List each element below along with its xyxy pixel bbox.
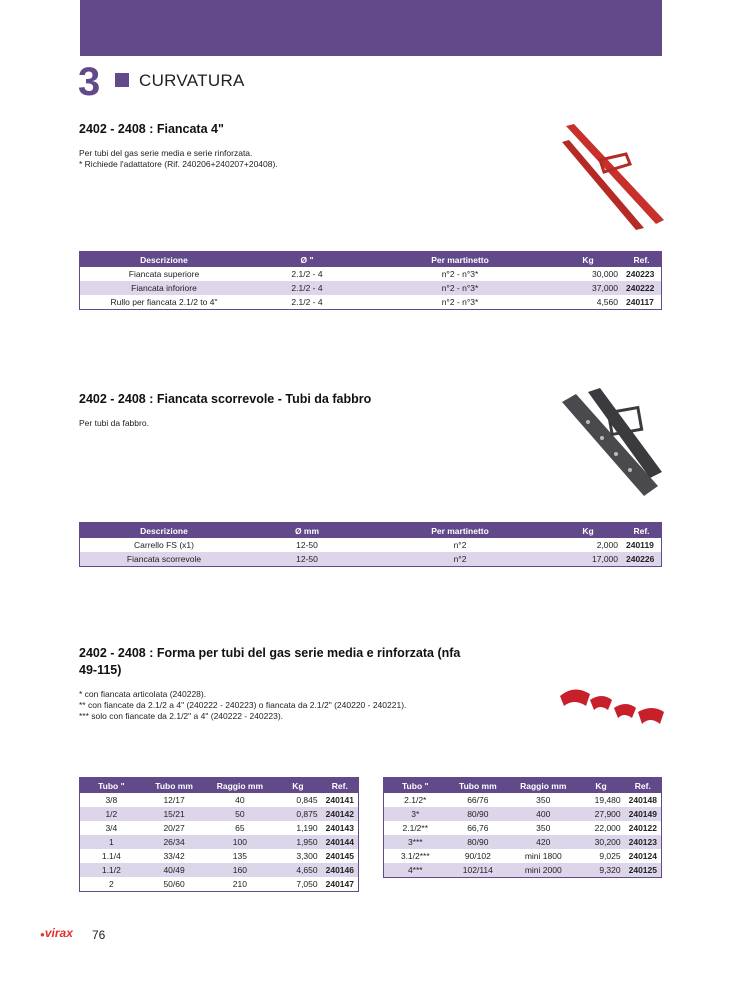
table-row <box>80 807 359 821</box>
table-cell: 2.1/2 - 4 <box>248 281 366 295</box>
table-row <box>80 835 359 849</box>
table-cell: 40/49 <box>143 863 206 877</box>
table-cell: Rullo per fiancata 2.1/2 to 4" <box>110 297 218 307</box>
table-row <box>384 821 662 835</box>
col-header: Descrizione <box>80 252 249 268</box>
brand-logo: ●virax <box>40 926 73 940</box>
table-cell: 30,200 <box>577 835 624 849</box>
table-cell: 65 <box>235 823 245 833</box>
table-cell: 1/2 <box>80 807 143 821</box>
table-cell: 1.1/2 <box>80 863 143 877</box>
table-cell-ref: 240149 <box>625 807 662 821</box>
table-cell: 33/42 <box>163 851 185 861</box>
section3-heading <box>79 645 460 679</box>
section3-desc-line: ** con fiancate da 2.1/2 a 4" (240222 - 240223) o fiancata da 2.1/2" (240220 - 240221). <box>79 700 407 710</box>
table-row <box>80 793 359 807</box>
table-row <box>80 281 662 295</box>
table-cell: 350 <box>536 795 551 805</box>
table-row <box>384 863 662 878</box>
table-row <box>384 793 662 807</box>
table-cell: Fiancata inforiore <box>80 281 249 295</box>
table-cell: 1,190 <box>296 823 318 833</box>
table-cell: 2.1/2 - 4 <box>291 297 323 307</box>
brand-name: virax <box>44 926 73 940</box>
section2-table-header <box>80 523 662 539</box>
table-cell: 1.1/4 <box>101 851 121 861</box>
section2-description <box>79 418 149 429</box>
section3-heading-line: 49-115) <box>79 663 122 677</box>
table-cell: 0,845 <box>296 795 318 805</box>
section3-heading-line: 2402 - 2408 : Forma per tubi del gas serie media e rinforzata (nfa <box>79 646 461 660</box>
chapter-square-marker <box>115 73 129 87</box>
table-cell: 50 <box>205 807 274 821</box>
table-cell: 1,950 <box>274 835 321 849</box>
table-cell-ref: 240147 <box>325 879 354 889</box>
table-cell: n°2 <box>453 540 467 550</box>
table-cell-ref: 240146 <box>322 863 359 877</box>
table-cell: n°2 - n°3* <box>441 297 479 307</box>
col-header: Ø " <box>248 252 366 268</box>
table-cell-ref: 240125 <box>625 863 662 878</box>
table-cell: 2,000 <box>596 540 618 550</box>
side-plate-image <box>560 120 670 230</box>
header-band <box>80 0 662 56</box>
table-cell: 80/90 <box>447 807 510 821</box>
table-cell-ref: 240142 <box>322 807 359 821</box>
section2-heading: 2402 - 2408 : Fiancata scorrevole - Tubi da fabbro <box>79 392 372 406</box>
table-cell: 66/76 <box>467 795 489 805</box>
col-header: Per martinetto <box>366 252 554 268</box>
section1-table-header <box>80 252 662 268</box>
table-cell: 420 <box>509 835 577 849</box>
table-cell: 135 <box>232 851 247 861</box>
col-header: Ref. <box>622 523 662 539</box>
table-cell: 9,025 <box>599 851 621 861</box>
col-header: Ref. <box>625 778 662 794</box>
table-cell: 2.1/2** <box>402 823 429 833</box>
table-cell: Fiancata scorrevole <box>80 552 249 567</box>
table-cell: 4,650 <box>274 863 321 877</box>
section2-table <box>79 522 662 567</box>
table-cell: 102/114 <box>447 863 510 878</box>
table-row <box>80 821 359 835</box>
section2-desc-line: Per tubi da fabbro. <box>79 418 149 428</box>
table-cell: 50/60 <box>163 879 185 889</box>
table-cell-ref: 240141 <box>325 795 354 805</box>
table-cell: 12/17 <box>163 795 185 805</box>
section3-right-header <box>384 778 662 794</box>
col-header: Ref. <box>622 252 662 268</box>
table-cell: 19,480 <box>594 795 621 805</box>
table-row <box>80 267 662 281</box>
table-cell: 2 <box>108 879 114 889</box>
table-cell: 3* <box>384 807 447 821</box>
table-cell-ref: 240122 <box>628 823 657 833</box>
section3-table-right <box>383 777 662 878</box>
col-header: Tubo " <box>80 778 143 794</box>
table-row <box>384 849 662 863</box>
section1-heading: 2402 - 2408 : Fiancata 4" <box>79 122 224 136</box>
table-row <box>80 552 662 567</box>
table-cell: 17,000 <box>554 552 622 567</box>
table-cell: 20/27 <box>163 823 185 833</box>
table-cell: Carrello FS (x1) <box>134 540 194 550</box>
table-cell: 3,300 <box>296 851 318 861</box>
chapter-title: CURVATURA <box>139 71 245 90</box>
table-cell-ref: 240145 <box>325 851 354 861</box>
table-cell: mini 1800 <box>524 851 562 861</box>
table-cell: Fiancata superiore <box>128 269 200 279</box>
table-cell-ref: 240223 <box>626 269 655 279</box>
col-header: Per martinetto <box>366 523 554 539</box>
table-cell-ref: 240148 <box>628 795 657 805</box>
col-header: Kg <box>274 778 321 794</box>
table-cell: 40 <box>235 795 245 805</box>
col-header: Tubo " <box>384 778 447 794</box>
sliding-plate-image <box>558 388 668 506</box>
table-row <box>80 538 662 552</box>
table-cell: 30,000 <box>592 269 618 279</box>
col-header: Tubo mm <box>447 778 510 794</box>
section1-table <box>79 251 662 310</box>
table-cell: 160 <box>205 863 274 877</box>
section3-description <box>79 689 406 722</box>
table-row <box>80 295 662 310</box>
table-cell: 12-50 <box>296 540 318 550</box>
page-number: 76 <box>92 928 106 942</box>
col-header: Raggio mm <box>205 778 274 794</box>
table-cell-ref: 240124 <box>628 851 657 861</box>
col-header: Descrizione <box>80 523 249 539</box>
col-header: Ø mm <box>248 523 366 539</box>
table-cell: 27,900 <box>577 807 624 821</box>
col-header: Tubo mm <box>143 778 206 794</box>
table-cell: n°2 <box>366 552 554 567</box>
bending-formers-image <box>556 684 668 728</box>
table-cell: 0,875 <box>274 807 321 821</box>
table-cell: 2.1/2* <box>404 795 427 805</box>
section3-desc-line: *** solo con fiancate da 2.1/2" a 4" (240222 - 240223). <box>79 711 284 721</box>
table-row <box>80 863 359 877</box>
col-header: Raggio mm <box>509 778 577 794</box>
table-cell: mini 2000 <box>509 863 577 878</box>
section1-desc-line: Per tubi del gas serie media e serie rinforzata. <box>79 148 253 158</box>
table-cell: 100 <box>205 835 274 849</box>
table-cell: 80/90 <box>447 835 510 849</box>
table-cell: 22,000 <box>594 823 621 833</box>
table-row <box>384 807 662 821</box>
table-cell-ref: 240222 <box>622 281 662 295</box>
chapter-number: 3 <box>78 60 101 104</box>
table-cell: 37,000 <box>554 281 622 295</box>
table-cell: 26/34 <box>143 835 206 849</box>
table-row <box>80 849 359 863</box>
table-cell: 9,320 <box>577 863 624 878</box>
section3-desc-line: * con fiancata articolata (240228). <box>79 689 207 699</box>
table-cell: 1 <box>80 835 143 849</box>
table-cell: 90/102 <box>464 851 491 861</box>
table-cell: 7,050 <box>296 879 318 889</box>
table-cell: 210 <box>232 879 247 889</box>
col-header: Kg <box>554 523 622 539</box>
table-cell-ref: 240123 <box>625 835 662 849</box>
table-cell: 12-50 <box>248 552 366 567</box>
table-cell-ref: 240117 <box>626 297 654 307</box>
col-header: Kg <box>577 778 624 794</box>
table-row <box>80 877 359 892</box>
table-cell: 3/4 <box>105 823 118 833</box>
table-cell: n°2 - n°3* <box>441 269 479 279</box>
table-cell: 2.1/2 - 4 <box>291 269 323 279</box>
table-cell-ref: 240119 <box>626 540 654 550</box>
col-header: Kg <box>554 252 622 268</box>
section3-table-left <box>79 777 359 892</box>
table-row <box>384 835 662 849</box>
table-cell: 3*** <box>384 835 447 849</box>
col-header: Ref. <box>322 778 359 794</box>
table-cell: 350 <box>536 823 551 833</box>
table-cell: 66,76 <box>467 823 489 833</box>
section3-left-header <box>80 778 359 794</box>
table-cell-ref: 240143 <box>325 823 354 833</box>
section1-desc-line: * Richiede l'adattatore (Rif. 240206+240207+20408). <box>79 159 278 169</box>
table-cell: 4*** <box>384 863 447 878</box>
table-cell-ref: 240226 <box>622 552 662 567</box>
table-cell-ref: 240144 <box>322 835 359 849</box>
section1-description <box>79 148 278 170</box>
table-cell: 3/8 <box>105 795 118 805</box>
table-cell: 15/21 <box>143 807 206 821</box>
table-cell: 400 <box>509 807 577 821</box>
table-cell: n°2 - n°3* <box>366 281 554 295</box>
table-cell: 4,560 <box>596 297 618 307</box>
table-cell: 3.1/2*** <box>400 851 430 861</box>
